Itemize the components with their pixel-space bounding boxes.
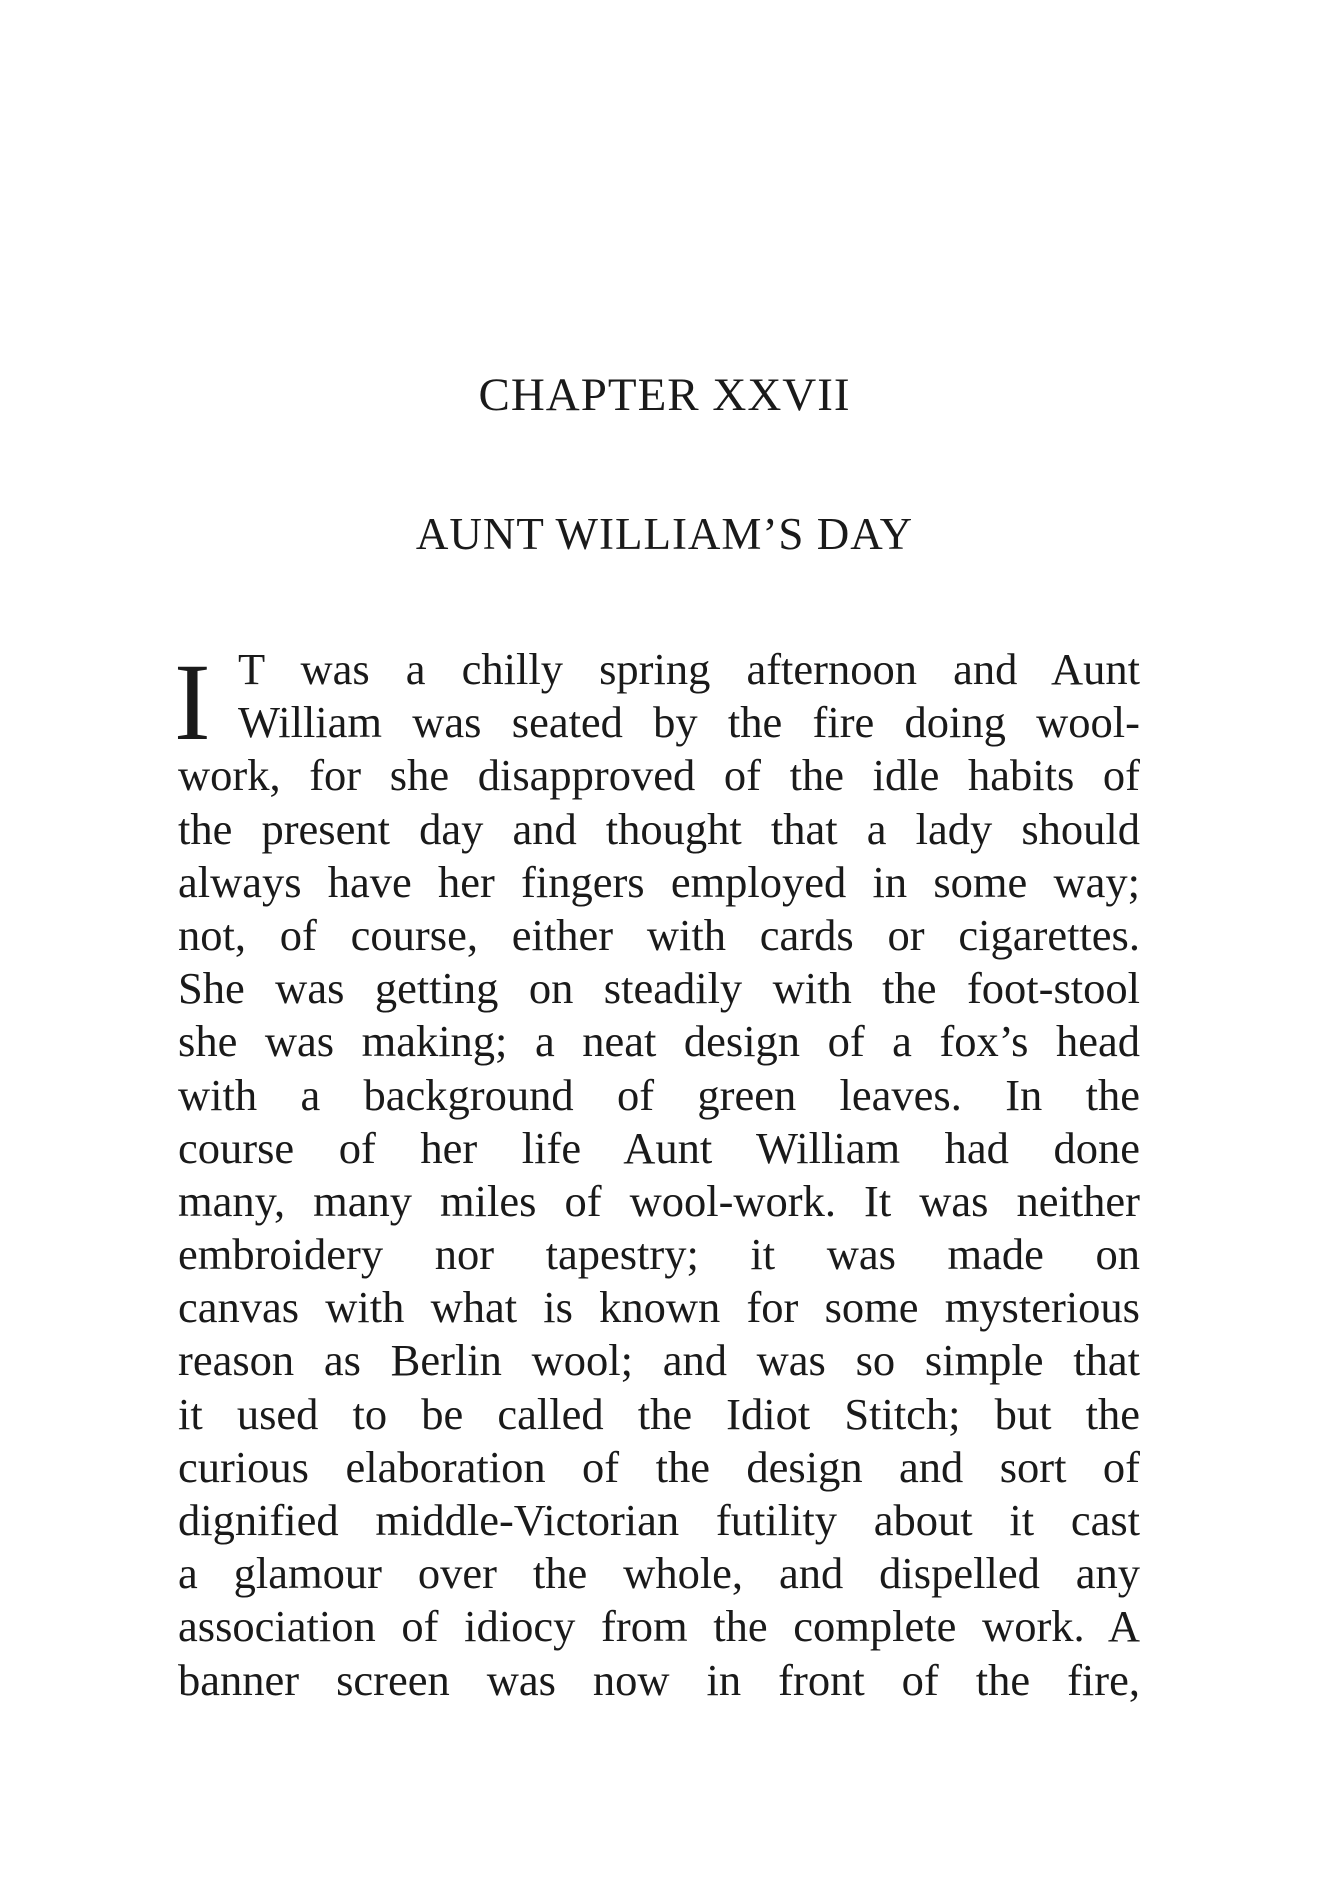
text-line: it used to be called the Idiot Stitch; but the <box>178 1388 1140 1439</box>
text-line: she was making; a neat design of a fox’s head <box>178 1016 1140 1067</box>
text-line: not, of course, either with cards or cigarettes. <box>178 909 1140 960</box>
text-line: a glamour over the whole, and dispelled any <box>178 1548 1140 1599</box>
text-line: curious elaboration of the design and sort of <box>178 1441 1140 1492</box>
text-line: banner screen was now in front of the fire, <box>178 1654 1140 1705</box>
text-line: work, for she disapproved of the idle habits of <box>178 750 1140 801</box>
text-line: course of her life Aunt William had done <box>178 1122 1140 1173</box>
text-line: canvas with what is known for some mysterious <box>178 1282 1140 1333</box>
drop-cap: I <box>174 641 211 763</box>
text-line: She was getting on steadily with the foot-stool <box>178 963 1140 1014</box>
text-line: William was seated by the fire doing wool- <box>238 697 1140 748</box>
text-line-content: T was a chilly spring afternoon and Aunt <box>238 644 1140 694</box>
body-text <box>174 641 1140 1707</box>
text-line: dignified middle-Victorian futility about it cast <box>178 1495 1140 1545</box>
chapter-title: AUNT WILLIAM’S DAY <box>415 509 914 559</box>
text-line: embroidery nor tapestry; it was made on <box>178 1229 1140 1280</box>
text-line: the present day and thought that a lady should <box>178 803 1140 854</box>
text-line: always have her fingers employed in some way; <box>178 856 1140 907</box>
text-line: many, many miles of wool-work. It was neither <box>178 1175 1140 1226</box>
text-line: with a background of green leaves. In the <box>178 1069 1140 1120</box>
text-line: reason as Berlin wool; and was so simple that <box>178 1335 1140 1386</box>
text-line: association of idiocy from the complete work. A <box>178 1601 1140 1652</box>
chapter-number: CHAPTER XXVII <box>478 369 851 421</box>
